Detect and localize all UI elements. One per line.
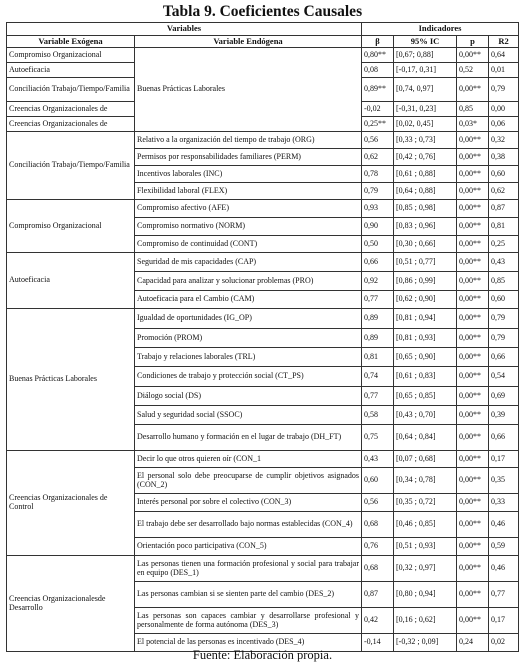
r2-cell: 0,33 xyxy=(489,494,519,512)
p-cell: 0,24 xyxy=(457,634,489,652)
beta-cell: 0,89 xyxy=(362,309,394,329)
p-cell: 0,00** xyxy=(457,78,489,102)
r2-cell: 0,66 xyxy=(489,348,519,367)
header-p: p xyxy=(457,36,489,48)
ic-cell: [0,65 ; 0,85] xyxy=(394,387,457,406)
r2-cell: 0,46 xyxy=(489,556,519,582)
endogenous-cell: Condiciones de trabajo y protección social (CT_PS) xyxy=(135,367,362,387)
coefficients-table xyxy=(6,22,519,652)
ic-cell: [0,81 ; 0,94] xyxy=(394,309,457,329)
beta-cell: 0,92 xyxy=(362,272,394,291)
ic-cell: [0,85 ; 0,98] xyxy=(394,200,457,218)
ic-cell: [0,07 ; 0,68] xyxy=(394,451,457,468)
endogenous-cell: Las personas cambian si se sienten parte del cambio (DES_2) xyxy=(135,582,362,608)
beta-cell: 0,93 xyxy=(362,200,394,218)
r2-cell: 0,39 xyxy=(489,406,519,425)
r2-cell: 0,17 xyxy=(489,608,519,634)
r2-cell: 0,66 xyxy=(489,425,519,451)
ic-cell: [0,62 ; 0,90] xyxy=(394,291,457,309)
ic-cell: [0,67; 0,88] xyxy=(394,48,457,63)
p-cell: 0,00** xyxy=(457,200,489,218)
p-cell: 0,00** xyxy=(457,348,489,367)
table-source: Fuente: Elaboración propia. xyxy=(192,648,333,662)
beta-cell: 0,68 xyxy=(362,556,394,582)
p-cell: 0,00** xyxy=(457,329,489,348)
r2-cell: 0,79 xyxy=(489,78,519,102)
endogenous-cell: Interés personal por sobre el colectivo (CON_3) xyxy=(135,494,362,512)
r2-cell: 0,25 xyxy=(489,236,519,253)
endogenous-cell: El potencial de las personas es incentivado (DES_4) xyxy=(135,634,362,652)
p-cell: 0,00** xyxy=(457,272,489,291)
exogenous-cell: Autoeficacia xyxy=(7,63,135,78)
r2-cell: 0,17 xyxy=(489,451,519,468)
beta-cell: -0,02 xyxy=(362,102,394,117)
p-cell: 0,00** xyxy=(457,183,489,200)
beta-cell: 0,66 xyxy=(362,253,394,272)
ic-cell: [0,34 ; 0,78] xyxy=(394,468,457,494)
beta-cell: 0,43 xyxy=(362,451,394,468)
beta-cell: 0,75 xyxy=(362,425,394,451)
p-cell: 0,00** xyxy=(457,582,489,608)
beta-cell: 0,78 xyxy=(362,166,394,183)
ic-cell: [0,61 ; 0,88] xyxy=(394,166,457,183)
endogenous-cell: Capacidad para analizar y solucionar problemas (PRO) xyxy=(135,272,362,291)
p-cell: 0,00** xyxy=(457,236,489,253)
beta-cell: 0,76 xyxy=(362,538,394,556)
r2-cell: 0,69 xyxy=(489,387,519,406)
ic-cell: [0,16 ; 0,62] xyxy=(394,608,457,634)
p-cell: 0,00** xyxy=(457,425,489,451)
beta-cell: 0,77 xyxy=(362,291,394,309)
p-cell: 0,00** xyxy=(457,451,489,468)
endogenous-cell: Flexibilidad laboral (FLEX) xyxy=(135,183,362,200)
p-cell: 0,00** xyxy=(457,387,489,406)
beta-cell: 0,80** xyxy=(362,48,394,63)
r2-cell: 0,35 xyxy=(489,468,519,494)
header-r2: R2 xyxy=(489,36,519,48)
p-cell: 0,00** xyxy=(457,291,489,309)
endogenous-cell: Autoeficacia para el Cambio (CAM) xyxy=(135,291,362,309)
r2-cell: 0,46 xyxy=(489,512,519,538)
header-exogena: Variable Exógena xyxy=(7,36,135,48)
endogenous-cell: Relativo a la organización del tiempo de trabajo (ORG) xyxy=(135,132,362,149)
exogenous-group-cell: Autoeficacia xyxy=(7,253,135,309)
r2-cell: 0,02 xyxy=(489,634,519,652)
exogenous-cell: Conciliación Trabajo/Tiempo/Familia xyxy=(7,78,135,102)
ic-cell: [0,65 ; 0,90] xyxy=(394,348,457,367)
header-variables: Variables xyxy=(7,23,362,36)
endogenous-cell: Incentivos laborales (INC) xyxy=(135,166,362,183)
p-cell: 0,03* xyxy=(457,117,489,132)
p-cell: 0,00** xyxy=(457,468,489,494)
p-cell: 0,00** xyxy=(457,512,489,538)
beta-cell: 0,25** xyxy=(362,117,394,132)
r2-cell: 0,85 xyxy=(489,272,519,291)
exogenous-cell: Creencias Organizacionales de xyxy=(7,102,135,117)
endogenous-cell: Compromiso de continuidad (CONT) xyxy=(135,236,362,253)
table-row xyxy=(7,48,519,63)
endogenous-cell: Trabajo y relaciones laborales (TRL) xyxy=(135,348,362,367)
beta-cell: 0,81 xyxy=(362,348,394,367)
r2-cell: 0,38 xyxy=(489,149,519,166)
ic-cell: [0,74, 0,97] xyxy=(394,78,457,102)
p-cell: 0,00** xyxy=(457,538,489,556)
ic-cell: [0,83 ; 0,96] xyxy=(394,218,457,236)
beta-cell: 0,74 xyxy=(362,367,394,387)
beta-cell: 0,42 xyxy=(362,608,394,634)
table-row xyxy=(7,556,519,582)
ic-cell: [0,64 ; 0,84] xyxy=(394,425,457,451)
header-ic: 95% IC xyxy=(394,36,457,48)
r2-cell: 0,64 xyxy=(489,48,519,63)
beta-cell: 0,89** xyxy=(362,78,394,102)
beta-cell: 0,56 xyxy=(362,494,394,512)
ic-cell: [-0,31, 0,23] xyxy=(394,102,457,117)
header-indicadores: Indicadores xyxy=(362,23,519,36)
beta-cell: 0,56 xyxy=(362,132,394,149)
exogenous-group-cell: Creencias Organizacionales de Control xyxy=(7,451,135,556)
beta-cell: 0,79 xyxy=(362,183,394,200)
endogenous-cell: Orientación poco participativa (CON_5) xyxy=(135,538,362,556)
r2-cell: 0,60 xyxy=(489,166,519,183)
ic-cell: [0,30 ; 0,66] xyxy=(394,236,457,253)
p-cell: 0,00** xyxy=(457,132,489,149)
beta-cell: 0,50 xyxy=(362,236,394,253)
beta-cell: 0,87 xyxy=(362,582,394,608)
r2-cell: 0,79 xyxy=(489,309,519,329)
exogenous-group-cell: Buenas Prácticas Laborales xyxy=(7,309,135,451)
beta-cell: 0,08 xyxy=(362,63,394,78)
p-cell: 0,00** xyxy=(457,608,489,634)
beta-cell: -0,14 xyxy=(362,634,394,652)
ic-cell: [0,51 ; 0,93] xyxy=(394,538,457,556)
r2-cell: 0,54 xyxy=(489,367,519,387)
ic-cell: [0,46 ; 0,85] xyxy=(394,512,457,538)
endogenous-cell: El trabajo debe ser desarrollado bajo normas establecidas (CON_4) xyxy=(135,512,362,538)
p-cell: 0,00** xyxy=(457,253,489,272)
p-cell: 0,52 xyxy=(457,63,489,78)
endogenous-cell: Desarrollo humano y formación en el lugar de trabajo (DH_FT) xyxy=(135,425,362,451)
table-row xyxy=(7,132,519,149)
r2-cell: 0,62 xyxy=(489,183,519,200)
endogenous-cell: Seguridad de mis capacidades (CAP) xyxy=(135,253,362,272)
r2-cell: 0,81 xyxy=(489,218,519,236)
p-cell: 0,00** xyxy=(457,494,489,512)
ic-cell: [0,33 ; 0,73] xyxy=(394,132,457,149)
ic-cell: [0,32 ; 0,97] xyxy=(394,556,457,582)
endogenous-group-cell: Buenas Prácticas Laborales xyxy=(135,48,362,132)
exogenous-group-cell: Compromiso Organizacional xyxy=(7,200,135,253)
ic-cell: [0,86 ; 0,99] xyxy=(394,272,457,291)
r2-cell: 0,60 xyxy=(489,291,519,309)
ic-cell: [0,42 ; 0,76] xyxy=(394,149,457,166)
p-cell: 0,00** xyxy=(457,309,489,329)
ic-cell: [0,35 ; 0,72] xyxy=(394,494,457,512)
ic-cell: [0,80 ; 0,94] xyxy=(394,582,457,608)
beta-cell: 0,58 xyxy=(362,406,394,425)
endogenous-cell: Salud y seguridad social (SSOC) xyxy=(135,406,362,425)
p-cell: 0,85 xyxy=(457,102,489,117)
r2-cell: 0,43 xyxy=(489,253,519,272)
p-cell: 0,00** xyxy=(457,406,489,425)
endogenous-cell: Las personas tienen una formación profesional y social para trabajar en equipo (DES_1) xyxy=(135,556,362,582)
ic-cell: [-0,32 ; 0,09] xyxy=(394,634,457,652)
beta-cell: 0,89 xyxy=(362,329,394,348)
endogenous-cell: Compromiso afectivo (AFE) xyxy=(135,200,362,218)
grouped-rows xyxy=(7,132,519,652)
endogenous-cell: Diálogo social (DS) xyxy=(135,387,362,406)
ic-cell: [0,02, 0,45] xyxy=(394,117,457,132)
table-row xyxy=(7,200,519,218)
endogenous-cell: El personal solo debe preocuparse de cumplir objetivos asignados (CON_2) xyxy=(135,468,362,494)
p-cell: 0,00** xyxy=(457,218,489,236)
r2-cell: 0,77 xyxy=(489,582,519,608)
table-title: Tabla 9. Coeficientes Causales xyxy=(162,3,363,20)
r2-cell: 0,59 xyxy=(489,538,519,556)
beta-cell: 0,68 xyxy=(362,512,394,538)
p-cell: 0,00** xyxy=(457,149,489,166)
ic-cell: [0,61 ; 0,83] xyxy=(394,367,457,387)
endogenous-cell: Igualdad de oportunidades (IG_OP) xyxy=(135,309,362,329)
ic-cell: [0,43 ; 0,70] xyxy=(394,406,457,425)
endogenous-cell: Decir lo que otros quieren oír (CON_1 xyxy=(135,451,362,468)
endogenous-cell: Compromiso normativo (NORM) xyxy=(135,218,362,236)
endogenous-cell: Promoción (PROM) xyxy=(135,329,362,348)
r2-cell: 0,01 xyxy=(489,63,519,78)
table-row xyxy=(7,309,519,329)
table-row xyxy=(7,253,519,272)
table-row xyxy=(7,451,519,468)
ic-cell: [0,51 ; 0,77] xyxy=(394,253,457,272)
p-cell: 0,00** xyxy=(457,48,489,63)
p-cell: 0,00** xyxy=(457,556,489,582)
beta-cell: 0,77 xyxy=(362,387,394,406)
beta-cell: 0,60 xyxy=(362,468,394,494)
beta-cell: 0,62 xyxy=(362,149,394,166)
p-cell: 0,00** xyxy=(457,367,489,387)
r2-cell: 0,32 xyxy=(489,132,519,149)
r2-cell: 0,06 xyxy=(489,117,519,132)
exogenous-group-cell: Creencias Organizacionalesde Desarrollo xyxy=(7,556,135,652)
ic-cell: [0,64 ; 0,88] xyxy=(394,183,457,200)
exogenous-cell: Creencias Organizacionales de xyxy=(7,117,135,132)
ic-cell: [-0,17, 0,31] xyxy=(394,63,457,78)
r2-cell: 0,87 xyxy=(489,200,519,218)
ic-cell: [0,81 ; 0,93] xyxy=(394,329,457,348)
endogenous-cell: Permisos por responsabilidades familiares (PERM) xyxy=(135,149,362,166)
exogenous-group-cell: Conciliación Trabajo/Tiempo/Familia xyxy=(7,132,135,200)
header-endogena: Variable Endógena xyxy=(135,36,362,48)
r2-cell: 0,79 xyxy=(489,329,519,348)
endogenous-cell: Las personas son capaces cambiar y desarrollarse profesional y personalmente de forma autónoma (DES_3) xyxy=(135,608,362,634)
exogenous-cell: Compromiso Organizacional xyxy=(7,48,135,63)
p-cell: 0,00** xyxy=(457,166,489,183)
header-beta: β xyxy=(362,36,394,48)
beta-cell: 0,90 xyxy=(362,218,394,236)
r2-cell: 0,00 xyxy=(489,102,519,117)
